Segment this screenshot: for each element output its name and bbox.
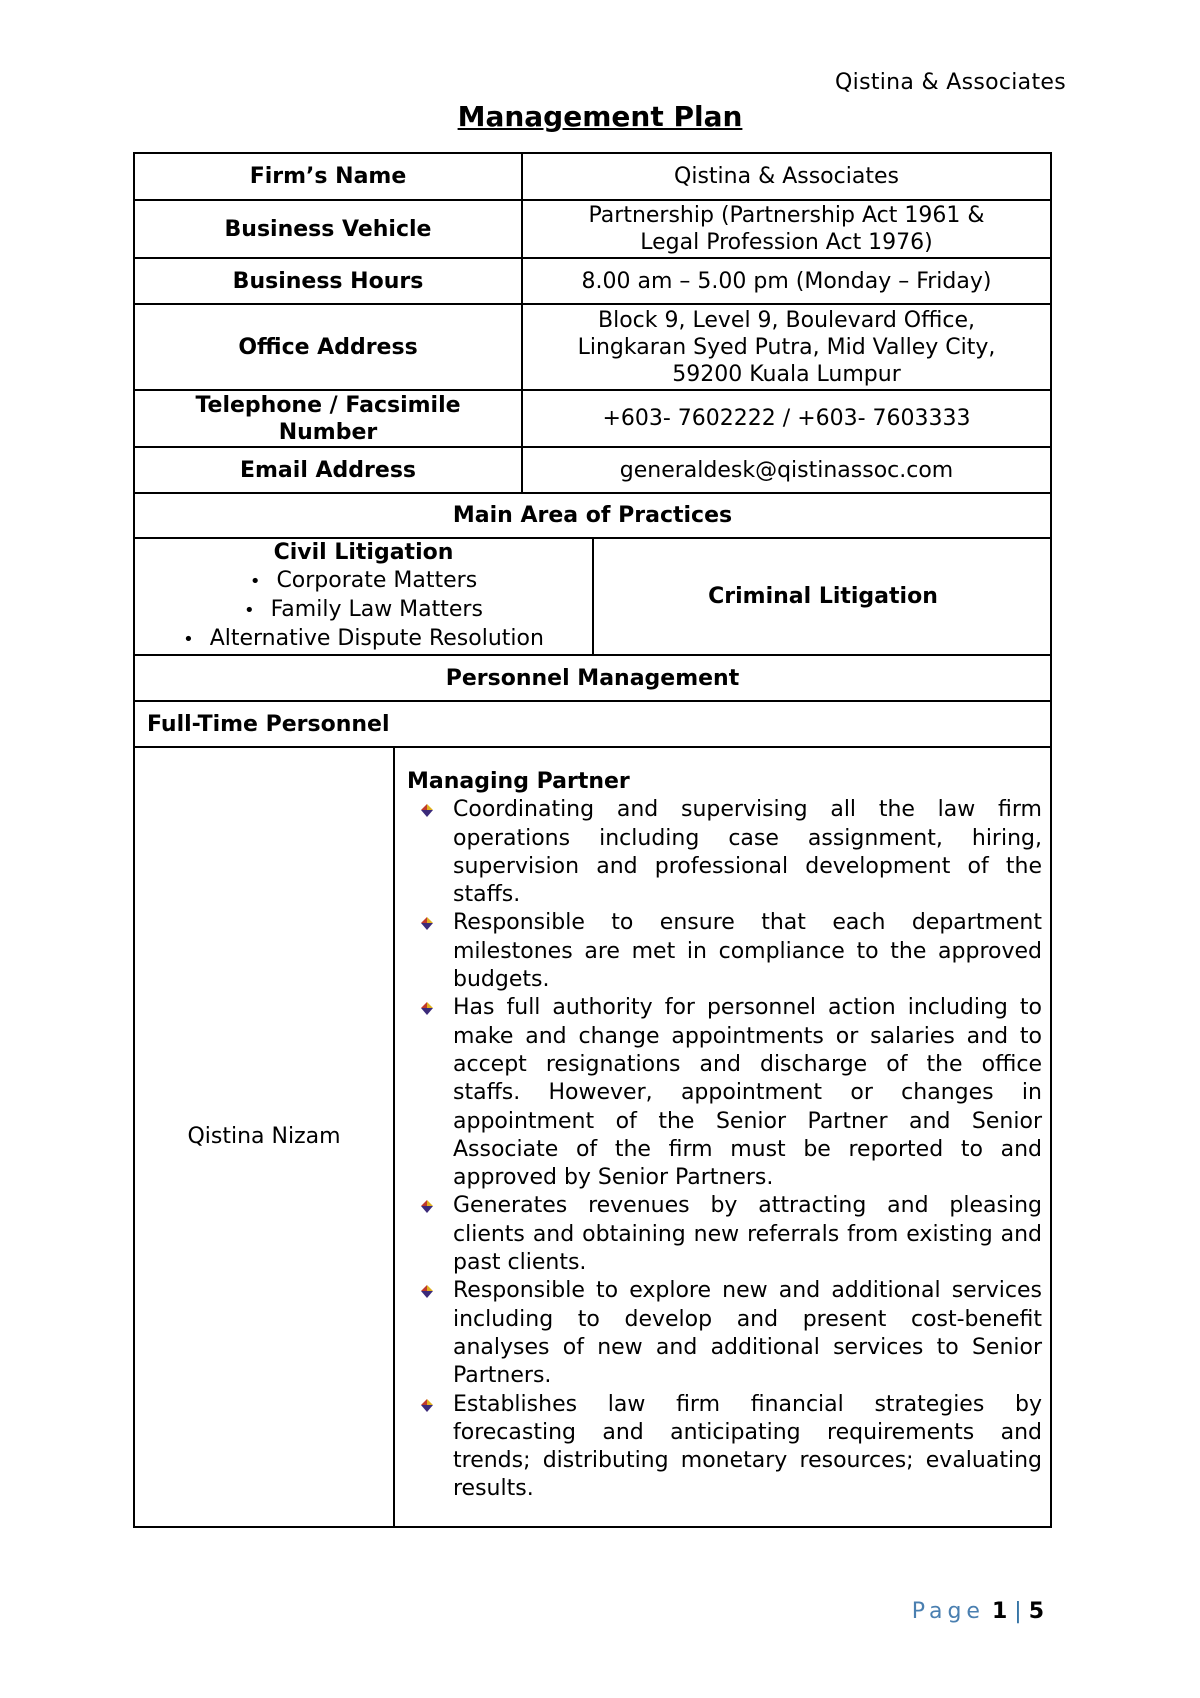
telephone-label-line: Telephone / Facsimile bbox=[195, 392, 461, 418]
page-footer bbox=[912, 1599, 1044, 1624]
telephone-label bbox=[134, 390, 522, 447]
practices-heading: Main Area of Practices bbox=[134, 493, 1051, 538]
arrow-bullet-icon bbox=[417, 1395, 437, 1415]
business-vehicle-line: Partnership (Partnership Act 1961 & bbox=[588, 203, 985, 228]
firm-name-value: Qistina & Associates bbox=[522, 153, 1051, 200]
duty-text: Responsible to ensure that each department milestones are met in compliance to the approved budgets. bbox=[453, 910, 1042, 993]
business-vehicle-line: Legal Profession Act 1976) bbox=[640, 230, 933, 255]
person-role: Managing Partner bbox=[407, 769, 630, 794]
table-row bbox=[134, 153, 1051, 200]
civil-item: • Family Law Matters bbox=[135, 596, 592, 625]
business-vehicle-label: Business Vehicle bbox=[134, 200, 522, 258]
list-item bbox=[453, 1277, 1042, 1390]
page-separator: | bbox=[1014, 1599, 1022, 1624]
email-value: generaldesk@qistinassoc.com bbox=[522, 447, 1051, 493]
business-vehicle-value bbox=[522, 200, 1051, 258]
duty-text: Coordinating and supervising all the law firm operations including case assignment, hiring, supervision and professional development of the staffs. bbox=[453, 797, 1042, 908]
table-row bbox=[134, 258, 1051, 304]
office-address-label: Office Address bbox=[134, 304, 522, 390]
management-plan-table bbox=[133, 152, 1052, 1528]
email-label: Email Address bbox=[134, 447, 522, 493]
duty-text: Establishes law firm financial strategies by forecasting and anticipating requirements and trends; distributing monetary resources; evaluating results. bbox=[453, 1391, 1042, 1502]
firm-name-label: Firm’s Name bbox=[134, 153, 522, 200]
header-firm-name: Qistina & Associates bbox=[835, 70, 1066, 95]
office-address-line: 59200 Kuala Lumpur bbox=[672, 361, 901, 387]
civil-item: • Alternative Dispute Resolution bbox=[135, 625, 592, 654]
arrow-bullet-icon bbox=[417, 800, 437, 820]
person-duties bbox=[394, 748, 1052, 1526]
table-row bbox=[134, 390, 1051, 447]
telephone-label-line: Number bbox=[278, 419, 378, 445]
table-row bbox=[134, 701, 1051, 747]
table-row bbox=[134, 538, 1051, 655]
list-item bbox=[453, 909, 1042, 994]
business-hours-label: Business Hours bbox=[134, 258, 522, 304]
civil-litigation-cell bbox=[135, 539, 593, 654]
duty-text: Generates revenues by attracting and pleasing clients and obtaining new referrals from existing and past clients. bbox=[453, 1193, 1042, 1276]
table-row bbox=[134, 493, 1051, 538]
personnel-heading: Personnel Management bbox=[134, 655, 1051, 701]
person-name: Qistina Nizam bbox=[135, 748, 394, 1526]
personnel-grid bbox=[135, 748, 1052, 1526]
total-pages: 5 bbox=[1028, 1599, 1044, 1624]
table-row bbox=[134, 747, 1051, 1527]
list-item bbox=[453, 796, 1042, 909]
arrow-bullet-icon bbox=[417, 1281, 437, 1301]
table-row bbox=[134, 200, 1051, 258]
arrow-bullet-icon bbox=[417, 913, 437, 933]
duty-text: Has full authority for personnel action including to make and change appointments or salaries and to accept resignations and discharge of the office staffs. However, appointment or changes in appointment of the Senior Partner and Senior Associate of the firm must be reported to and approved by Senior Partners. bbox=[453, 995, 1042, 1191]
practices-grid bbox=[135, 539, 1052, 654]
list-item bbox=[453, 1192, 1042, 1277]
arrow-bullet-icon bbox=[417, 1196, 437, 1216]
criminal-litigation-cell: Criminal Litigation bbox=[708, 584, 938, 609]
business-hours-value: 8.00 am – 5.00 pm (Monday – Friday) bbox=[522, 258, 1051, 304]
fulltime-personnel-label: Full-Time Personnel bbox=[134, 701, 1051, 747]
table-row bbox=[134, 447, 1051, 493]
list-item bbox=[453, 994, 1042, 1192]
list-item bbox=[453, 1391, 1042, 1504]
page-number: 1 bbox=[991, 1599, 1008, 1624]
practices-cell bbox=[134, 538, 1051, 655]
page-title: Management Plan bbox=[457, 100, 743, 133]
office-address-line: Block 9, Level 9, Boulevard Office, bbox=[598, 307, 975, 333]
table-row bbox=[134, 304, 1051, 390]
table-row bbox=[134, 655, 1051, 701]
office-address-value bbox=[522, 304, 1051, 390]
duty-text: Responsible to explore new and additional services including to develop and present cost-benefit analyses of new and additional services to Senior Partners. bbox=[453, 1278, 1042, 1389]
civil-item: • Corporate Matters bbox=[135, 567, 592, 596]
office-address-line: Lingkaran Syed Putra, Mid Valley City, bbox=[577, 334, 996, 360]
arrow-bullet-icon bbox=[417, 998, 437, 1018]
duties-list bbox=[407, 796, 1042, 1503]
telephone-value: +603- 7602222 / +603- 7603333 bbox=[522, 390, 1051, 447]
page-label: Page bbox=[911, 1599, 985, 1624]
civil-litigation-title: Civil Litigation bbox=[273, 540, 454, 565]
personnel-cell bbox=[134, 747, 1051, 1527]
